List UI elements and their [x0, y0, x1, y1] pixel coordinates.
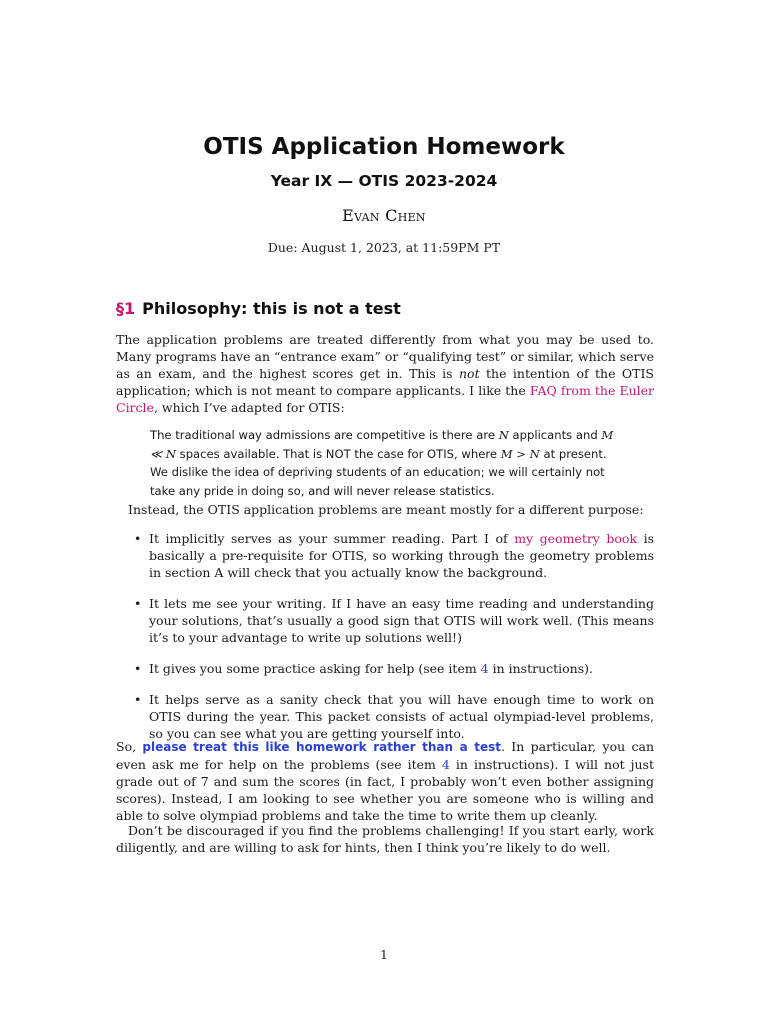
bullet-icon: • — [134, 596, 142, 611]
geometry-book-link[interactable]: my geometry book — [514, 531, 638, 546]
bullet-icon: • — [134, 531, 142, 546]
closing-text: So, — [116, 739, 143, 754]
list-item — [116, 530, 654, 581]
emphasis-not: not — [459, 366, 480, 381]
math-n: N — [498, 428, 509, 442]
math-m-gt-n: M > N — [500, 446, 540, 461]
intro-text-end: , which I’ve adapted for OTIS: — [153, 400, 345, 415]
document-subtitle: Year IX — OTIS 2023-2024 — [270, 172, 498, 190]
closing-text: . In particular, you can even ask me for help on the problems (see item — [116, 739, 654, 772]
purpose-list — [116, 530, 654, 756]
list-item-text: in instructions). — [488, 661, 593, 676]
intro-text-mid: the intention of the OTIS application; which is not meant to compare applicants. I like the — [116, 366, 654, 398]
list-item — [116, 595, 654, 646]
intro-paragraph — [116, 331, 654, 416]
document-title: OTIS Application Homework — [203, 134, 565, 160]
list-item-text: It implicitly serves as your summer reading. Part I of — [149, 531, 515, 546]
section-number: §1 — [116, 299, 136, 318]
bullet-icon: • — [134, 692, 142, 707]
instruction-item-link[interactable]: 4 — [480, 661, 489, 676]
page-number: 1 — [380, 947, 388, 962]
final-paragraph: Don’t be discouraged if you find the problems challenging! If you start early, work diligently, and are willing to ask for hints, then I think you’re likely to do well. — [116, 823, 654, 855]
quote-text: spaces available. That is NOT the case for OTIS, where — [175, 446, 501, 461]
list-item-text: is basically a pre-requisite for OTIS, so working through the geometry problems in section A will check that you actually know the background. — [149, 531, 654, 580]
list-item — [116, 691, 654, 742]
quote-text: applicants and — [508, 428, 602, 442]
quote-text: The traditional way admissions are competitive is there are — [150, 428, 499, 442]
purpose-intro: Instead, the OTIS application problems are meant mostly for a different purpose: — [128, 502, 644, 517]
list-item-text: It gives you some practice asking for help (see item — [149, 661, 481, 676]
author-name: Evan Chen — [342, 206, 426, 225]
instruction-item-link[interactable]: 4 — [441, 757, 450, 772]
closing-paragraph — [116, 738, 654, 824]
math-m-ll-n: M ≪ N — [150, 428, 614, 461]
quote-text: at present. We dislike the idea of depriving students of an education; we will certainly not take any pride in doing so, and will never release statistics. — [150, 446, 607, 498]
bullet-icon: • — [134, 661, 142, 676]
intro-text: The application problems are treated differently from what you may be used to. Many programs have an “entrance exam” or “qualifying test” or similar, which serve as an exam, and the highest scores get in. This is — [116, 332, 654, 381]
list-item-text: It helps serve as a sanity check that you will have enough time to work on OTIS during the year. This packet consists of actual olympiad-level problems, so you can see what you are getting yourself into. — [149, 692, 654, 741]
faq-quote — [150, 426, 620, 500]
section-title: Philosophy: this is not a test — [142, 299, 401, 318]
homework-emphasis: please treat this like homework rather than a test — [142, 740, 501, 754]
section-heading — [116, 299, 401, 318]
faq-link[interactable]: FAQ from the Euler Circle — [116, 383, 655, 415]
list-item-text: It lets me see your writing. If I have an easy time reading and understanding your solutions, that’s usually a good sign that OTIS will work well. (This means it’s to your advantage to write up solutions well!) — [149, 596, 654, 645]
closing-text: in instructions). I will not just grade out of 7 and sum the scores (in fact, I probably won’t even bother assigning scores). Instead, I am looking to see whether you are someone who is willing and able to solve olympiad problems and take the time to write them up cleanly. — [116, 757, 654, 823]
due-date: Due: August 1, 2023, at 11:59PM PT — [267, 240, 501, 255]
list-item — [116, 660, 654, 677]
